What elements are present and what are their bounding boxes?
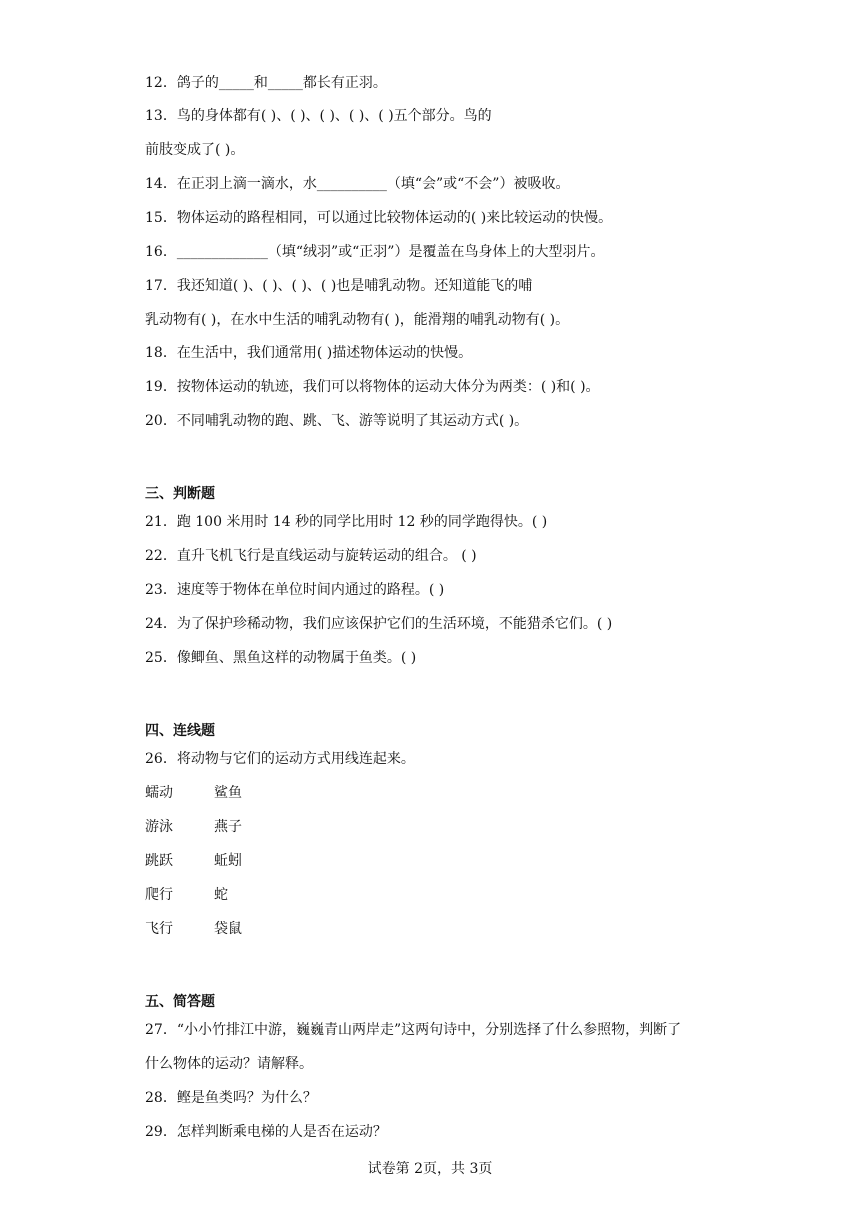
question-21: 21．跑 100 米用时 14 秒的同学比用时 12 秒的同学跑得快。( ) <box>145 514 548 530</box>
section-4-title: 四、连线题 <box>145 723 215 739</box>
question-15: 15．物体运动的路程相同，可以通过比较物体运动的( )来比较运动的快慢。 <box>145 210 613 226</box>
question-28: 28．鲣是鱼类吗？为什么？ <box>145 1090 317 1106</box>
match-right-item: 蚯蚓 <box>214 853 242 869</box>
page-footer: 试卷第 2页，共 3页 <box>367 1161 493 1177</box>
match-left-item: 飞行 <box>145 921 173 937</box>
question-17-line-1: 17．我还知道( )、( )、( )、( )也是哺乳动物。还知道能飞的哺 <box>145 278 533 294</box>
question-13-line-2: 前肢变成了( )。 <box>145 142 245 158</box>
section-5-title: 五、简答题 <box>145 994 215 1010</box>
question-25: 25．像鲫鱼、黑鱼这样的动物属于鱼类。( ) <box>145 650 417 666</box>
match-right-item: 蛇 <box>214 887 228 903</box>
match-left-item: 蠕动 <box>145 785 173 801</box>
question-14: 14．在正羽上滴一滴水，水__________（填“会”或“不会”）被吸收。 <box>145 176 570 192</box>
question-16: 16．_____________（填“绒羽”或“正羽”）是覆盖在鸟身体上的大型羽片。 <box>145 244 605 260</box>
question-29: 29．怎样判断乘电梯的人是否在运动？ <box>145 1124 387 1140</box>
section-3-title: 三、判断题 <box>145 486 215 502</box>
question-20: 20．不同哺乳动物的跑、跳、飞、游等说明了其运动方式( )。 <box>145 413 529 429</box>
question-18: 18．在生活中，我们通常用( )描述物体运动的快慢。 <box>145 345 473 361</box>
question-19: 19．按物体运动的轨迹，我们可以将物体的运动大体分为两类：( )和( )。 <box>145 379 600 395</box>
match-left-item: 跳跃 <box>145 853 173 869</box>
question-27-line-1: 27．“小小竹排江中游，巍巍青山两岸走”这两句诗中，分别选择了什么参照物，判断了 <box>145 1022 682 1038</box>
match-right-item: 鲨鱼 <box>214 785 242 801</box>
question-27-line-2: 什么物体的运动？请解释。 <box>145 1056 313 1072</box>
match-right-item: 燕子 <box>214 819 242 835</box>
question-13-line-1: 13．鸟的身体都有( )、( )、( )、( )、( )五个部分。鸟的 <box>145 108 492 124</box>
question-23: 23．速度等于物体在单位时间内通过的路程。( ) <box>145 582 445 598</box>
question-24: 24．为了保护珍稀动物，我们应该保护它们的生活环境，不能猎杀它们。( ) <box>145 616 613 632</box>
match-right-item: 袋鼠 <box>214 921 242 937</box>
question-17-line-2: 乳动物有( )，在水中生活的哺乳动物有( )，能滑翔的哺乳动物有( )。 <box>145 312 570 328</box>
question-22: 22．直升飞机飞行是直线运动与旋转运动的组合。 ( ) <box>145 548 477 564</box>
question-26: 26．将动物与它们的运动方式用线连起来。 <box>145 751 415 767</box>
match-left-item: 爬行 <box>145 887 173 903</box>
question-12: 12．鸽子的_____和_____都长有正羽。 <box>145 75 387 91</box>
match-left-item: 游泳 <box>145 819 173 835</box>
